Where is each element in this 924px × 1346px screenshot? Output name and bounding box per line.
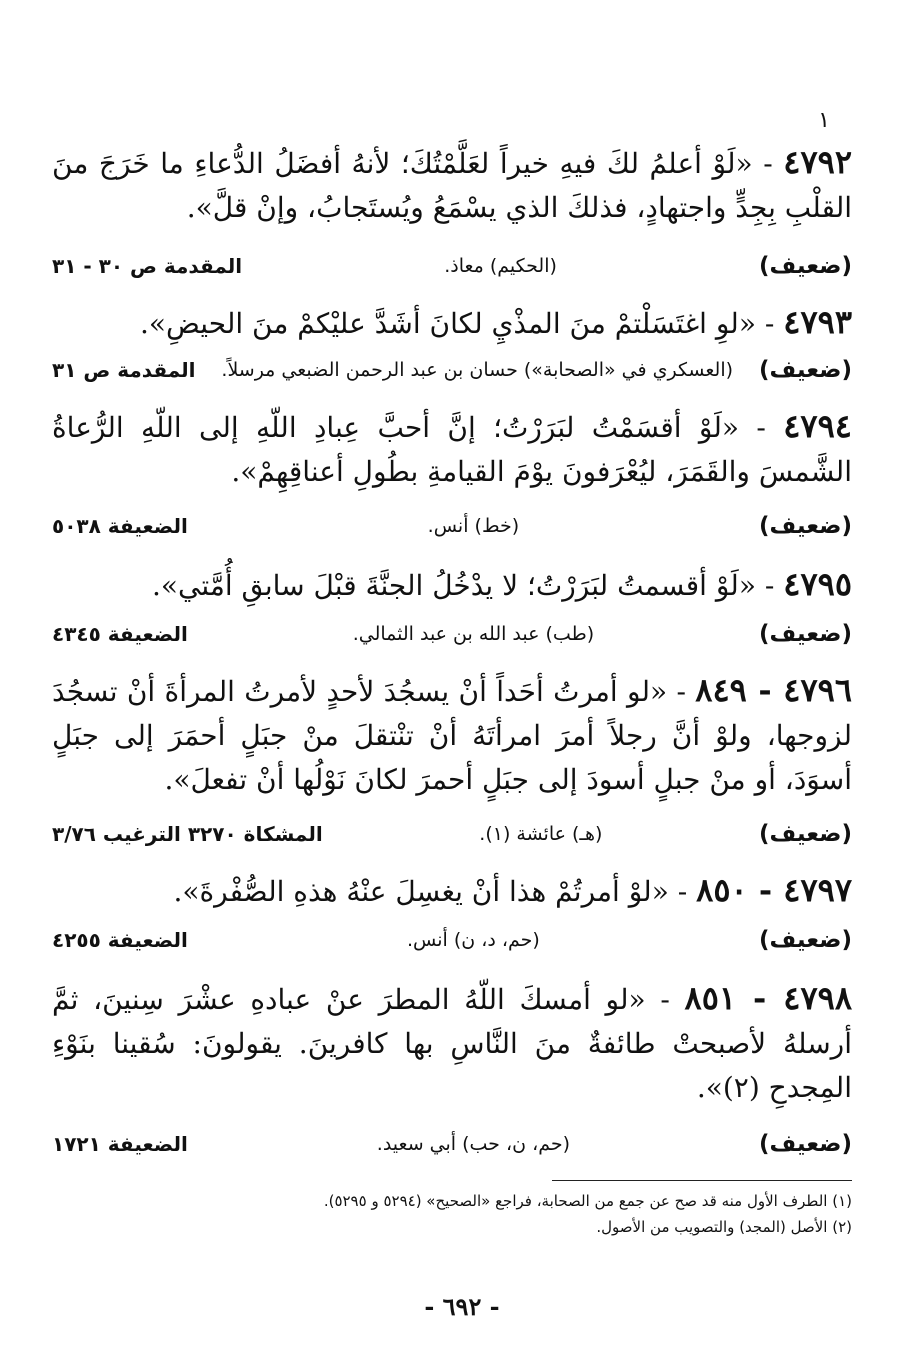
reference-line	[52, 350, 852, 390]
reference-line	[52, 614, 852, 654]
citation: الضعيفة ٤٣٤٥	[52, 622, 188, 646]
entry-number: ٤٧٩٣	[783, 303, 852, 341]
hadith-text: «لَوْ أقسَمْتُ لبَرَرْتُ؛ إنَّ أحبَّ عِبادِ اللّهِ إلى اللّهِ الرُّعاةُ الشَّمسَ والقَمَرَ، ليُعْرَفونَ يوْمَ القيامةِ بطُولِ أعناقِهِمْ».	[52, 411, 852, 488]
hadith-entry-4793: ٤٧٩٣ - «لوِ اغتَسَلْتمْ منَ المذْيِ لكانَ أشَدَّ عليْكمْ منَ الحيضِ».	[139, 303, 852, 341]
grade-label: (ضعيف)	[758, 621, 852, 647]
citation: الضعيفة ٤٢٥٥	[52, 928, 188, 952]
grade-label: (ضعيف)	[758, 927, 852, 953]
hadith-text: «لوْ أمرتُمْ هذا أنْ يغسِلَ عنْهُ هذهِ الصُّفْرةَ».	[173, 875, 669, 908]
hadith-entry-4792: ٤٧٩٢ - «لَوْ أعلمُ لكَ فيهِ خيراً لعَلَّمْتُكَ؛ لأنهُ أفضَلُ الدُّعاءِ ما خَرَجَ منَ القلْبِ بِجِدٍّ واجتهادٍ، فذلكَ الذي يسْمَعُ ويُستَجابُ، وإنْ قلَّ».	[52, 143, 852, 224]
entry-number: ٤٧٩٧ - ٨٥٠	[696, 871, 852, 909]
grade-label: (ضعيف)	[758, 513, 852, 539]
top-mark: ١	[818, 108, 830, 133]
source-text: (خط) أنس.	[427, 515, 520, 537]
source-text: (هـ) عائشة (١).	[479, 823, 603, 845]
citation: المقدمة ص ٣١	[52, 358, 196, 382]
hadith-text: «لوِ اغتَسَلْتمْ منَ المذْيِ لكانَ أشَدَّ عليْكمْ منَ الحيضِ».	[139, 307, 756, 340]
page-number: - ٦٩٢ -	[424, 1292, 500, 1321]
entry-number: ٤٧٩٤	[783, 407, 852, 445]
reference-line	[52, 246, 852, 286]
citation: الضعيفة ٥٠٣٨	[52, 514, 188, 538]
footnote-1: (١) الطرف الأول منه قد صح عن جمع من الصحابة، فراجع «الصحيح» (٥٢٩٤ و ٥٢٩٥).	[323, 1192, 852, 1210]
source-text: (الحكيم) معاذ.	[444, 255, 557, 277]
hadith-entry-4795: ٤٧٩٥ - «لَوْ أقسمتُ لبَرَرْتُ؛ لا يدْخُلُ الجنَّةَ قبْلَ سابقِ أُمَّتي».	[152, 565, 852, 603]
citation: الضعيفة ١٧٢١	[52, 1132, 188, 1156]
reference-line	[52, 814, 852, 854]
grade-label: (ضعيف)	[758, 1131, 852, 1157]
hadith-entry-4794: ٤٧٩٤ - «لَوْ أقسَمْتُ لبَرَرْتُ؛ إنَّ أحبَّ عِبادِ اللّهِ إلى اللّهِ الرُّعاةُ الشَّمسَ والقَمَرَ، ليُعْرَفونَ يوْمَ القيامةِ بطُولِ أعناقِهِمْ».	[52, 407, 852, 488]
footnote-divider	[552, 1180, 852, 1181]
footnote-2: (٢) الأصل (المجد) والتصويب من الأصول.	[596, 1218, 852, 1236]
source-text: (حم، ن، حب) أبي سعيد.	[376, 1133, 571, 1155]
entry-number: ٤٧٩٥	[783, 565, 852, 603]
source-text: (طب) عبد الله بن عبد الثمالي.	[352, 623, 595, 645]
citation: المقدمة ص ٣٠ - ٣١	[52, 254, 243, 278]
entry-number: ٤٧٩٢	[783, 143, 852, 181]
source-text: (العسكري في «الصحابة») حسان بن عبد الرحمن الضبعي مرسلاً.	[221, 359, 734, 381]
hadith-text: «لو أمسكَ اللّهُ المطرَ عنْ عبادهِ عشْرَ سِنينَ، ثمَّ أرسلهُ لأصبحتْ طائفةٌ منَ النَّاسِ بها كافرينَ. يقولونَ: سُقينا بنَوْءِ المِجدحِ (٢)».	[52, 983, 852, 1104]
citation: المشكاة ٣٢٧٠ الترغيب ٣/٧٦	[52, 822, 323, 846]
grade-label: (ضعيف)	[758, 253, 852, 279]
entry-number: ٤٧٩٦ - ٨٤٩	[695, 671, 852, 709]
hadith-text: «لَوْ أعلمُ لكَ فيهِ خيراً لعَلَّمْتُكَ؛ لأنهُ أفضَلُ الدُّعاءِ ما خَرَجَ منَ القلْبِ بِجِدٍّ واجتهادٍ، فذلكَ الذي يسْمَعُ ويُستَجابُ، وإنْ قلَّ».	[52, 147, 852, 224]
entry-number: ٤٧٩٨ - ٨٥١	[684, 979, 852, 1017]
reference-line	[52, 1124, 852, 1164]
grade-label: (ضعيف)	[758, 821, 852, 847]
hadith-entry-4797: ٤٧٩٧ - ٨٥٠ - «لوْ أمرتُمْ هذا أنْ يغسِلَ عنْهُ هذهِ الصُّفْرةَ».	[173, 871, 852, 909]
source-text: (حم، د، ن) أنس.	[406, 929, 540, 951]
reference-line	[52, 506, 852, 546]
hadith-entry-4798: ٤٧٩٨ - ٨٥١ - «لو أمسكَ اللّهُ المطرَ عنْ عبادهِ عشْرَ سِنينَ، ثمَّ أرسلهُ لأصبحتْ طائفةٌ منَ النَّاسِ بها كافرينَ. يقولونَ: سُقينا بنَوْءِ المِجدحِ (٢)».	[52, 979, 852, 1104]
grade-label: (ضعيف)	[758, 357, 852, 383]
hadith-text: «لو أمرتُ أحَداً أنْ يسجُدَ لأحدٍ لأمرتُ المرأةَ أنْ تسجُدَ لزوجها، ولوْ أنَّ رجلاً أمرَ امرأتَهُ أنْ تنْتقلَ منْ جبَلٍ أحمَرَ إلى جبَلٍ أسوَدَ، أو منْ جبلٍ أسودَ إلى جبَلٍ أحمرَ لكانَ نَوْلُها أنْ تفعلَ».	[52, 675, 852, 796]
reference-line	[52, 920, 852, 960]
hadith-entry-4796: ٤٧٩٦ - ٨٤٩ - «لو أمرتُ أحَداً أنْ يسجُدَ لأحدٍ لأمرتُ المرأةَ أنْ تسجُدَ لزوجها، ولوْ أنَّ رجلاً أمرَ امرأتَهُ أنْ تنْتقلَ منْ جبَلٍ أحمَرَ إلى جبَلٍ أسوَدَ، أو منْ جبلٍ أسودَ إلى جبَلٍ أحمرَ لكانَ نَوْلُها أنْ تفعلَ».	[52, 671, 852, 796]
hadith-text: «لَوْ أقسمتُ لبَرَرْتُ؛ لا يدْخُلُ الجنَّةَ قبْلَ سابقِ أُمَّتي».	[152, 569, 756, 602]
